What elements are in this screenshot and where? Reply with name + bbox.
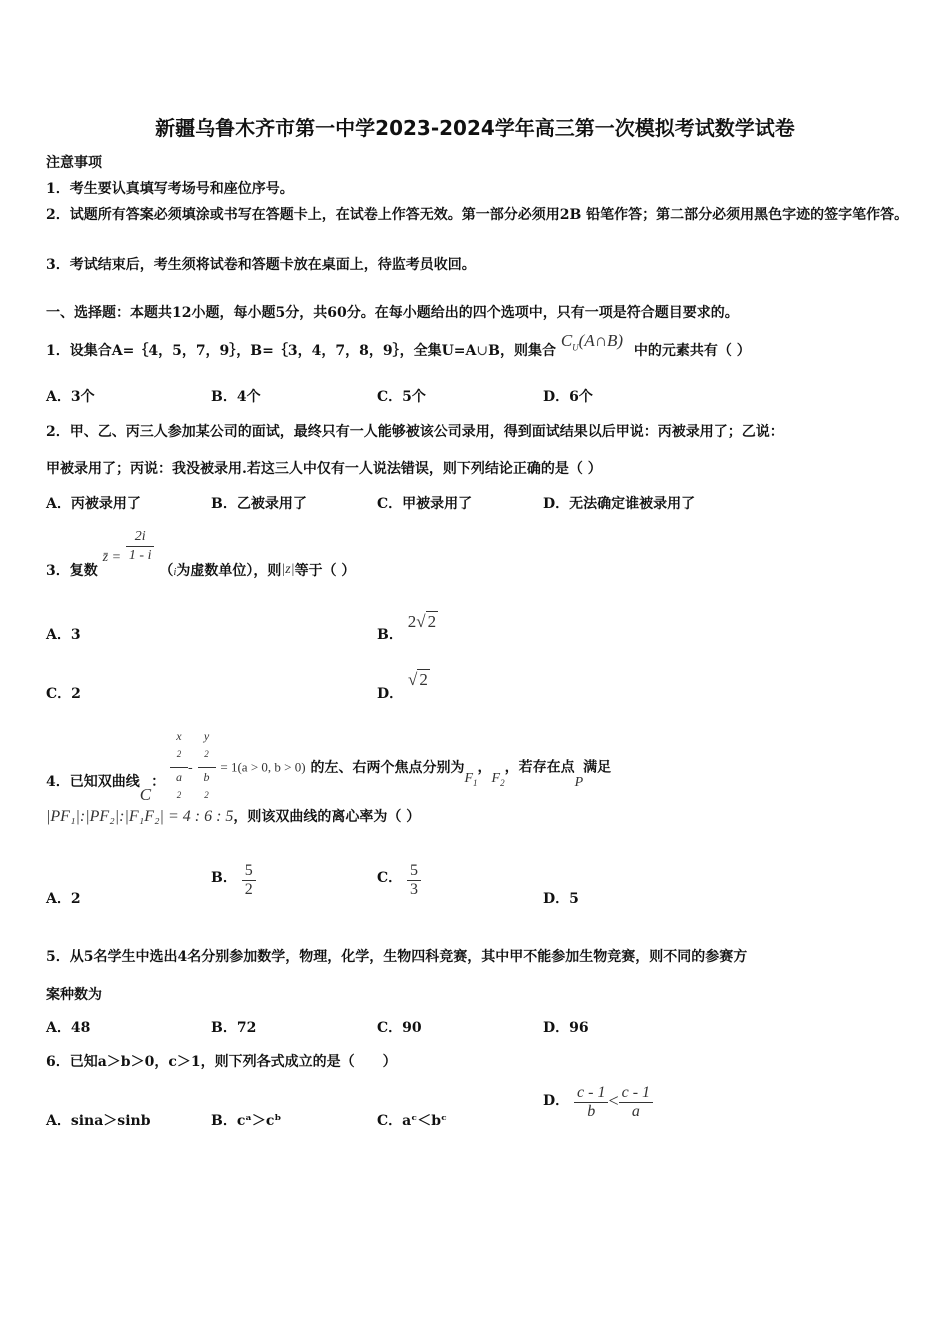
q4-text-e: ，则该双曲线的离心率为（ ） <box>233 809 421 825</box>
q3-i: i <box>173 565 177 578</box>
q5-option-a[interactable]: A．48 <box>46 1020 91 1036</box>
q4-colon: ： <box>151 773 166 790</box>
q1-option-b[interactable]: B．4个 <box>211 389 261 405</box>
q4-c-den: 3 <box>410 881 419 898</box>
q3-text-b: （ <box>159 562 174 579</box>
notice-item-2: 2．试题所有答案必须填涂或书写在答题卡上，在试卷上作答无效。第一部分必须用2B 铅笔作答；第二部分必须用黑色字迹的签字笔作答。 <box>46 207 909 223</box>
q4-b-den: 2 <box>244 881 253 898</box>
q4-a: a <box>175 770 182 784</box>
q3-text-d: 等于（ ） <box>294 562 356 579</box>
q3-frac-den: 1 - i <box>128 548 152 563</box>
q4-option-b-frac <box>242 862 256 899</box>
q6-d-den2: a <box>631 1103 640 1120</box>
q6-d-num1: c - 1 <box>574 1084 608 1103</box>
q4-f2-letter: F <box>491 770 501 786</box>
q4-b-num: 5 <box>242 862 256 881</box>
q3-option-a[interactable]: A．3 <box>46 627 81 643</box>
q3-option-d-label: D． <box>377 686 404 702</box>
q3-zbar: z̄ = <box>102 549 122 565</box>
q4-frac-x: x $^2$ a $^2$ <box>170 727 188 808</box>
q4-f2: $F_2$ <box>491 770 505 788</box>
q2-option-c[interactable]: C．甲被录用了 <box>377 496 473 512</box>
q2-option-a[interactable]: A．丙被录用了 <box>46 496 141 512</box>
q1-option-c[interactable]: C．5个 <box>377 389 426 405</box>
q4-option-d[interactable]: D．5 <box>543 891 579 907</box>
q6-d-den1: b <box>587 1103 596 1120</box>
q1-union: ∪ <box>476 344 489 359</box>
question-4-ratio <box>46 806 420 826</box>
q3-option-c[interactable]: C．2 <box>46 686 81 702</box>
exam-title: 新疆乌鲁木齐市第一中学2023-2024学年高三第一次模拟考试数学试卷 <box>155 116 795 140</box>
q3-option-b-label: B． <box>377 627 403 643</box>
q3-fraction <box>126 528 155 565</box>
notice-item-1: 1．考生要认真填写考场号和座位序号。 <box>46 181 294 197</box>
q6-option-d[interactable] <box>543 1084 653 1121</box>
q6-d-frac2 <box>619 1084 653 1121</box>
q3-b-coef: 2 <box>407 612 417 631</box>
q5-option-c[interactable]: C．90 <box>377 1020 422 1036</box>
q6-d-lt: < <box>608 1090 619 1111</box>
q4-ratio: |PF₁|:|PF₂|:|F₁F₂| = 4 : 6 : 5 <box>46 808 234 825</box>
q1-c: C <box>560 331 573 350</box>
q4-text-d: 满足 <box>583 759 612 776</box>
q6-option-a[interactable]: A．sina＞sinb <box>46 1113 151 1129</box>
q2-option-d[interactable]: D．无法确定谁被录用了 <box>543 496 696 512</box>
q3-option-d-value: √ 2 <box>408 670 428 689</box>
question-2-stem-a: 2．甲、乙、丙三人参加某公司的面试，最终只有一人能够被该公司录用，得到面试结果以后甲说：丙被录用了；乙说： <box>46 424 784 440</box>
q4-eq-tail: = 1(a > 0, b > 0) <box>220 759 306 775</box>
q4-f1-letter: F <box>464 770 474 786</box>
question-3-stem <box>46 526 356 579</box>
q6-d-num2: c - 1 <box>619 1084 653 1103</box>
q4-option-b[interactable] <box>211 862 256 899</box>
question-4-stem: 4．已知双曲线C： x $^2$ a $^2$ - y $^2$ b $^2$ = 1(a > 0, b > 0) 的左、右两个焦点分别为$F_1$，$F_2$，若存在点P满足 <box>46 727 611 808</box>
q4-text-b: 的左、右两个焦点分别为 <box>310 759 465 776</box>
q3-b-rad: 2 <box>427 612 437 631</box>
q3-absz: |z| <box>281 561 295 577</box>
q4-option-c-label: C． <box>377 869 403 886</box>
q1-complement <box>560 331 624 353</box>
q4-f1: $F_1$ <box>464 770 478 788</box>
q6-option-b[interactable]: B．cᵃ＞cᵇ <box>211 1113 282 1129</box>
q3-frac-num: 2i <box>126 528 155 547</box>
q4-curve: C <box>139 784 152 804</box>
question-6-stem: 6．已知a＞b＞0，c＞1，则下列各式成立的是（ ） <box>46 1054 397 1070</box>
q2-option-b[interactable]: B．乙被录用了 <box>211 496 307 512</box>
q5-option-d[interactable]: D．96 <box>543 1020 589 1036</box>
q4-y: y <box>203 729 210 743</box>
q6-option-d-label: D． <box>543 1092 570 1109</box>
q1-text-a: 1．设集合A=｛4，5，7，9｝，B=｛3，4，7，8，9｝，全集U=A <box>46 343 477 359</box>
q1-option-a[interactable]: A．3个 <box>46 389 95 405</box>
q4-option-b-label: B． <box>211 869 237 886</box>
q3-option-b-value: 2√ 2 <box>407 612 437 631</box>
q4-x: x <box>176 729 182 743</box>
q4-c-num: 5 <box>407 862 421 881</box>
q3-d-rad: 2 <box>419 670 428 689</box>
q4-frac-y: y $^2$ b $^2$ <box>198 727 216 808</box>
q1-c-sub: U <box>572 342 579 353</box>
q1-text-b: B，则集合 <box>488 343 556 359</box>
question-5-stem-a: 5．从5名学生中选出4名分别参加数学，物理，化学，生物四科竞赛，其中甲不能参加生物竞赛，则不同的参赛方 <box>46 949 748 965</box>
q4-option-a[interactable]: A．2 <box>46 891 81 907</box>
q3-option-b[interactable] <box>377 612 438 643</box>
notice-heading: 注意事项 <box>46 155 102 171</box>
q4-option-c[interactable] <box>377 862 421 899</box>
q3-text-c: 为虚数单位），则 <box>176 562 282 579</box>
question-5-stem-b: 案种数为 <box>46 987 102 1003</box>
q4-p: P <box>574 774 584 790</box>
q1-option-d[interactable]: D．6个 <box>543 389 593 405</box>
q4-option-c-frac <box>407 862 421 899</box>
q1-c-tail: (A∩B) <box>578 331 624 350</box>
q6-d-frac1 <box>574 1084 608 1121</box>
question-2-stem-b: 甲被录用了；丙说：我没被录用.若这三人中仅有一人说法错误，则下列结论正确的是（ ） <box>46 461 602 477</box>
q6-option-c[interactable]: C．aᶜ＜bᶜ <box>377 1113 447 1129</box>
question-1-stem <box>46 331 751 361</box>
q5-option-b[interactable]: B．72 <box>211 1020 257 1036</box>
section-heading: 一、选择题：本题共12小题，每小题5分，共60分。在每小题给出的四个选项中，只有一项是符合题目要求的。 <box>46 305 739 321</box>
q3-option-d[interactable] <box>377 670 430 702</box>
q3-text-a: 3．复数 <box>46 562 98 579</box>
notice-item-3: 3．考试结束后，考生须将试卷和答题卡放在桌面上，待监考员收回。 <box>46 257 476 273</box>
q4-text-c: ，若存在点 <box>504 759 575 776</box>
q4-text-a: 4．已知双曲线 <box>46 773 140 790</box>
q4-b: b <box>203 770 210 784</box>
q1-text-c: 中的元素共有（ ） <box>633 343 751 359</box>
